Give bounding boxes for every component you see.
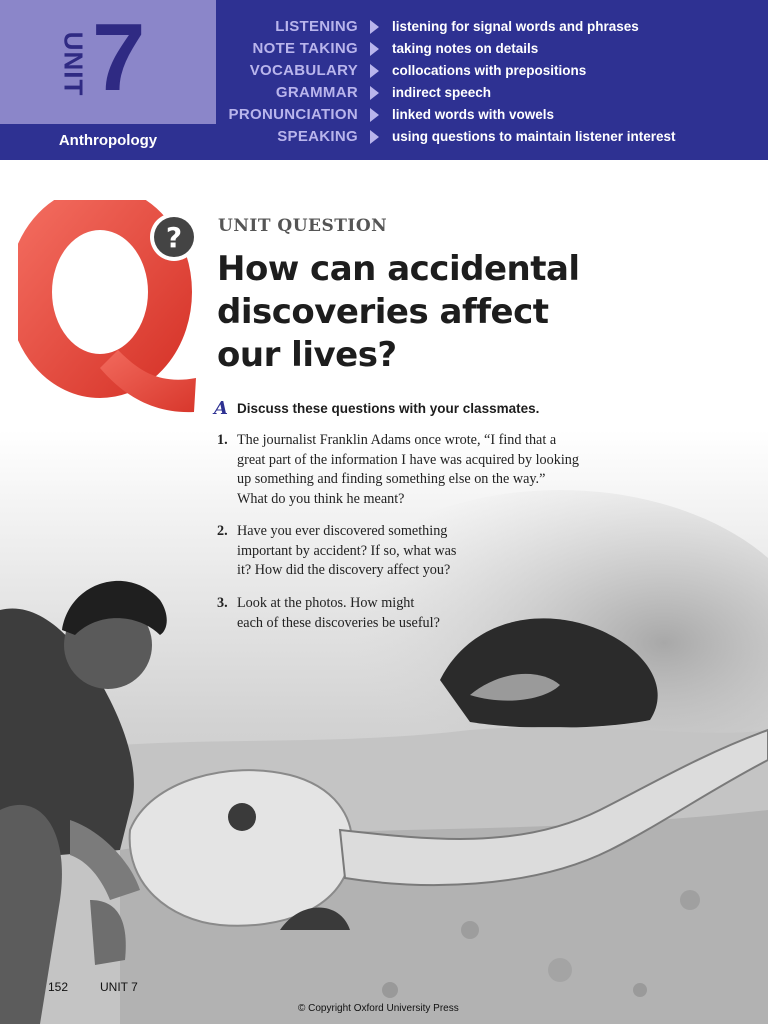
excavation-photo-illustration: [0, 430, 768, 1024]
activity-letter: A: [214, 398, 228, 419]
arrow-right-icon: [370, 42, 379, 56]
unit-word: UNIT: [58, 31, 89, 97]
skill-description: indirect speech: [392, 85, 492, 100]
question-line: Look at the photos. How might: [237, 595, 415, 611]
discussion-question: [217, 522, 456, 581]
discussion-question: [217, 594, 440, 633]
unit-question-label: UNIT QUESTION: [218, 216, 388, 236]
skill-name: PRONUNCIATION: [228, 106, 358, 123]
skill-row: [216, 82, 768, 104]
skill-name: VOCABULARY: [249, 62, 358, 79]
activity-instruction: Discuss these questions with your classmates.: [237, 401, 540, 416]
skill-description: using questions to maintain listener interest: [392, 129, 676, 144]
skill-description: linked words with vowels: [392, 107, 555, 122]
unit-question-title: [217, 248, 637, 377]
question-number: 3.: [217, 595, 228, 611]
skill-name: SPEAKING: [277, 128, 358, 145]
skill-name: NOTE TAKING: [252, 40, 358, 57]
subject-label: Anthropology: [58, 132, 158, 149]
question-line: each of these discoveries be useful?: [237, 614, 440, 631]
skill-row: [216, 16, 768, 38]
copyright-notice: © Copyright Oxford University Press: [298, 1003, 459, 1014]
folio-unit-label: UNIT 7: [100, 980, 138, 994]
arrow-right-icon: [370, 130, 379, 144]
skill-description: collocations with prepositions: [392, 63, 587, 78]
subject-bar: [0, 124, 216, 160]
question-line: it? How did the discovery affect you?: [237, 562, 451, 578]
arrow-right-icon: [370, 64, 379, 78]
question-line: Have you ever discovered something: [237, 523, 448, 539]
question-line: up something and finding something else on the way.”: [237, 471, 546, 487]
question-number: 1.: [217, 432, 228, 448]
question-line: What do you think he meant?: [237, 490, 405, 507]
question-line: important by accident? If so, what was: [237, 542, 457, 559]
arrow-right-icon: [370, 20, 379, 34]
page-number: 152: [48, 980, 69, 994]
excavation-photo: [0, 430, 768, 1024]
question-number: 2.: [217, 523, 228, 539]
q-logo: [18, 200, 208, 415]
title-line: discoveries affect: [217, 292, 549, 332]
skill-row: [216, 126, 768, 148]
question-line: great part of the information I have was acquired by looking: [237, 451, 579, 468]
skill-description: taking notes on details: [392, 41, 539, 56]
skills-panel: [216, 0, 768, 160]
title-line: our lives?: [217, 335, 397, 375]
q-logo-icon: [18, 200, 208, 415]
skill-description: listening for signal words and phrases: [392, 19, 639, 34]
arrow-right-icon: [370, 86, 379, 100]
skill-name: GRAMMAR: [275, 84, 358, 101]
question-line: The journalist Franklin Adams once wrote, “I find that a: [237, 432, 557, 448]
unit-word-container: [56, 28, 90, 100]
skill-row: [216, 60, 768, 82]
unit-number: 7: [92, 4, 146, 111]
title-line: How can accidental: [217, 249, 580, 289]
unit-box: [0, 0, 216, 124]
discussion-question: [217, 431, 579, 509]
skill-row: [216, 104, 768, 126]
arrow-right-icon: [370, 108, 379, 122]
skill-row: [216, 38, 768, 60]
svg-text:?: ?: [165, 221, 183, 254]
skill-name: LISTENING: [275, 18, 358, 35]
